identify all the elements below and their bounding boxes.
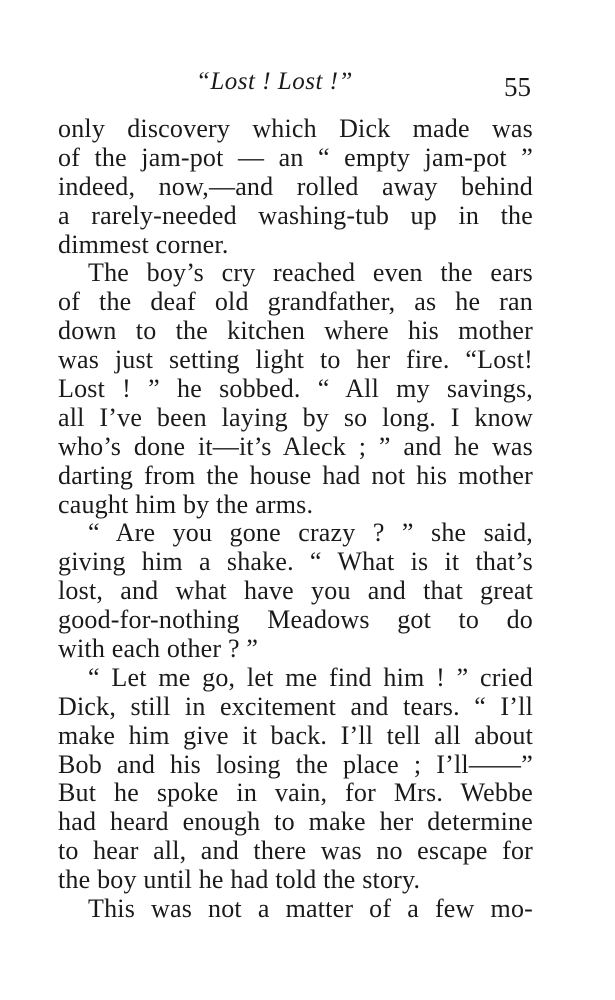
text-line: with each other ? ”: [58, 634, 259, 664]
text-line: a rarely-needed washing-tub up in the: [58, 200, 533, 230]
text-line: “ Are you gone crazy ? ” she said,: [88, 518, 533, 548]
text-line: “ Let me go, let me find him ! ” cried: [88, 662, 533, 692]
text-line: dimmest corner.: [58, 229, 229, 259]
text-line: good-for-nothing Meadows got to do: [58, 605, 533, 635]
text-line: darting from the house had not his mother: [58, 460, 533, 490]
text-line: indeed, now,—and rolled away behind: [58, 171, 533, 201]
text-line: of the deaf old grandfather, as he ran: [58, 287, 533, 317]
body-text: [58, 115, 533, 924]
text-line: Bob and his losing the place ; I’ll——”: [58, 749, 533, 779]
text-line: of the jam-pot — an “ empty jam-pot ”: [58, 142, 533, 172]
page-number: 55: [504, 72, 531, 102]
paragraph: [58, 895, 533, 924]
text-line: the boy until he had told the story.: [58, 865, 421, 895]
text-line: The boy’s cry reached even the ears: [88, 258, 533, 288]
text-line: to hear all, and there was no escape for: [58, 836, 533, 866]
text-line: make him give it back. I’ll tell all about: [58, 720, 533, 750]
text-line: only discovery which Dick made was: [58, 114, 533, 143]
text-line: had heard enough to make her determine: [58, 807, 533, 837]
running-title: “Lost ! Lost !”: [196, 68, 353, 95]
running-head: [0, 68, 615, 108]
text-line: This was not a matter of a few mo-: [88, 894, 533, 924]
text-line: Dick, still in excitement and tears. “ I’ll: [58, 691, 533, 721]
text-line: was just setting light to her fire. “Lost!: [58, 345, 533, 375]
text-line: all I’ve been laying by so long. I know: [58, 402, 533, 432]
text-line: giving him a shake. “ What is it that’s: [58, 547, 533, 577]
paragraph: [58, 519, 533, 663]
paragraph: [58, 664, 533, 895]
text-line: down to the kitchen where his mother: [58, 316, 533, 346]
text-line: Lost ! ” he sobbed. “ All my savings,: [58, 374, 533, 404]
text-line: But he spoke in vain, for Mrs. Webbe: [58, 778, 533, 808]
paragraph: [58, 259, 533, 519]
text-line: caught him by the arms.: [58, 489, 314, 519]
text-line: who’s done it—it’s Aleck ; ” and he was: [58, 431, 533, 461]
text-line: lost, and what have you and that great: [58, 576, 533, 606]
paragraph: [58, 115, 533, 259]
